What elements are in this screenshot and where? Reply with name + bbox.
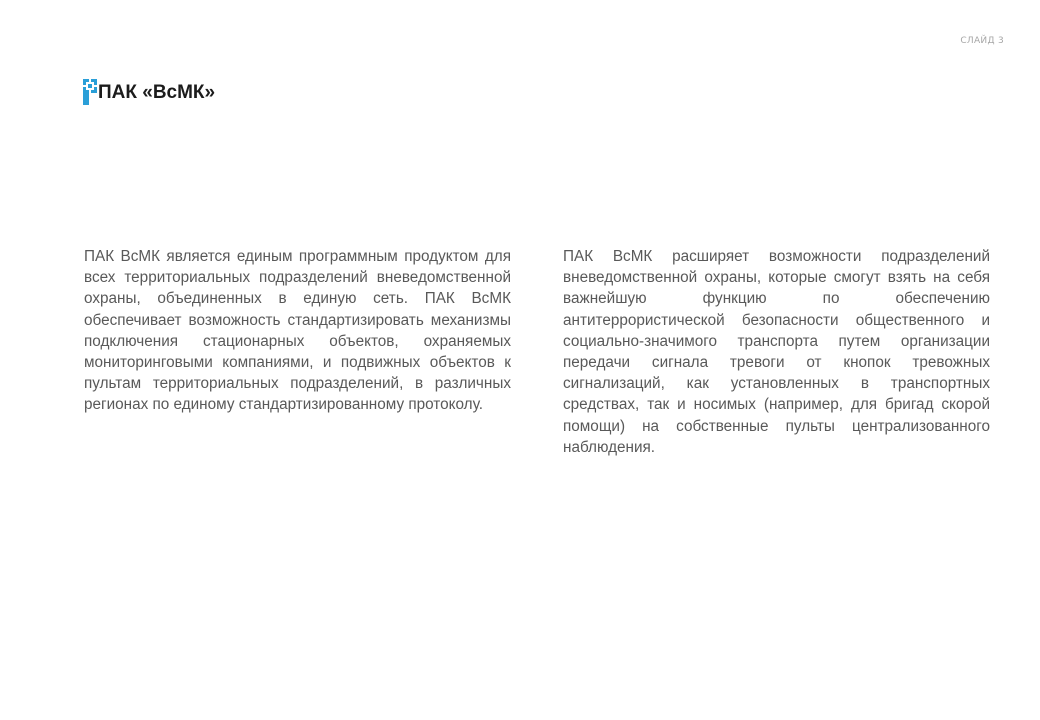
- cross-logo-icon: [83, 78, 97, 106]
- left-text-column: ПАК ВсМК является единым программным продуктом для всех территориальных подразделений вневедомственной охраны, объединенных в единую сеть. ПАК ВсМК обеспечивает возможность стандартизировать механизмы подключения стационарных объектов, охраняемых мониторинговыми компаниями, и подвижных объектов к пультам территориальных подразделений, в различных регионах по единому стандартизированному протоколу.: [84, 248, 511, 414]
- logo-text: ПАК «ВсМК»: [98, 82, 216, 103]
- slide-number: СЛАЙД 3: [960, 36, 1004, 46]
- logo: [83, 77, 215, 107]
- right-text-column: ПАК ВсМК расширяет возможности подразделений вневедомственной охраны, которые смогут взять на себя важнейшую функцию по обеспечению антитеррористической безопасности общественного и социально-значимого транспорта путем организации передачи сигнала тревоги от кнопок тревожных сигнализаций, как установленных в транспортных средствах, так и носимых (например, для бригад скорой помощи) на собственные пульты централизованного наблюдения.: [563, 248, 990, 456]
